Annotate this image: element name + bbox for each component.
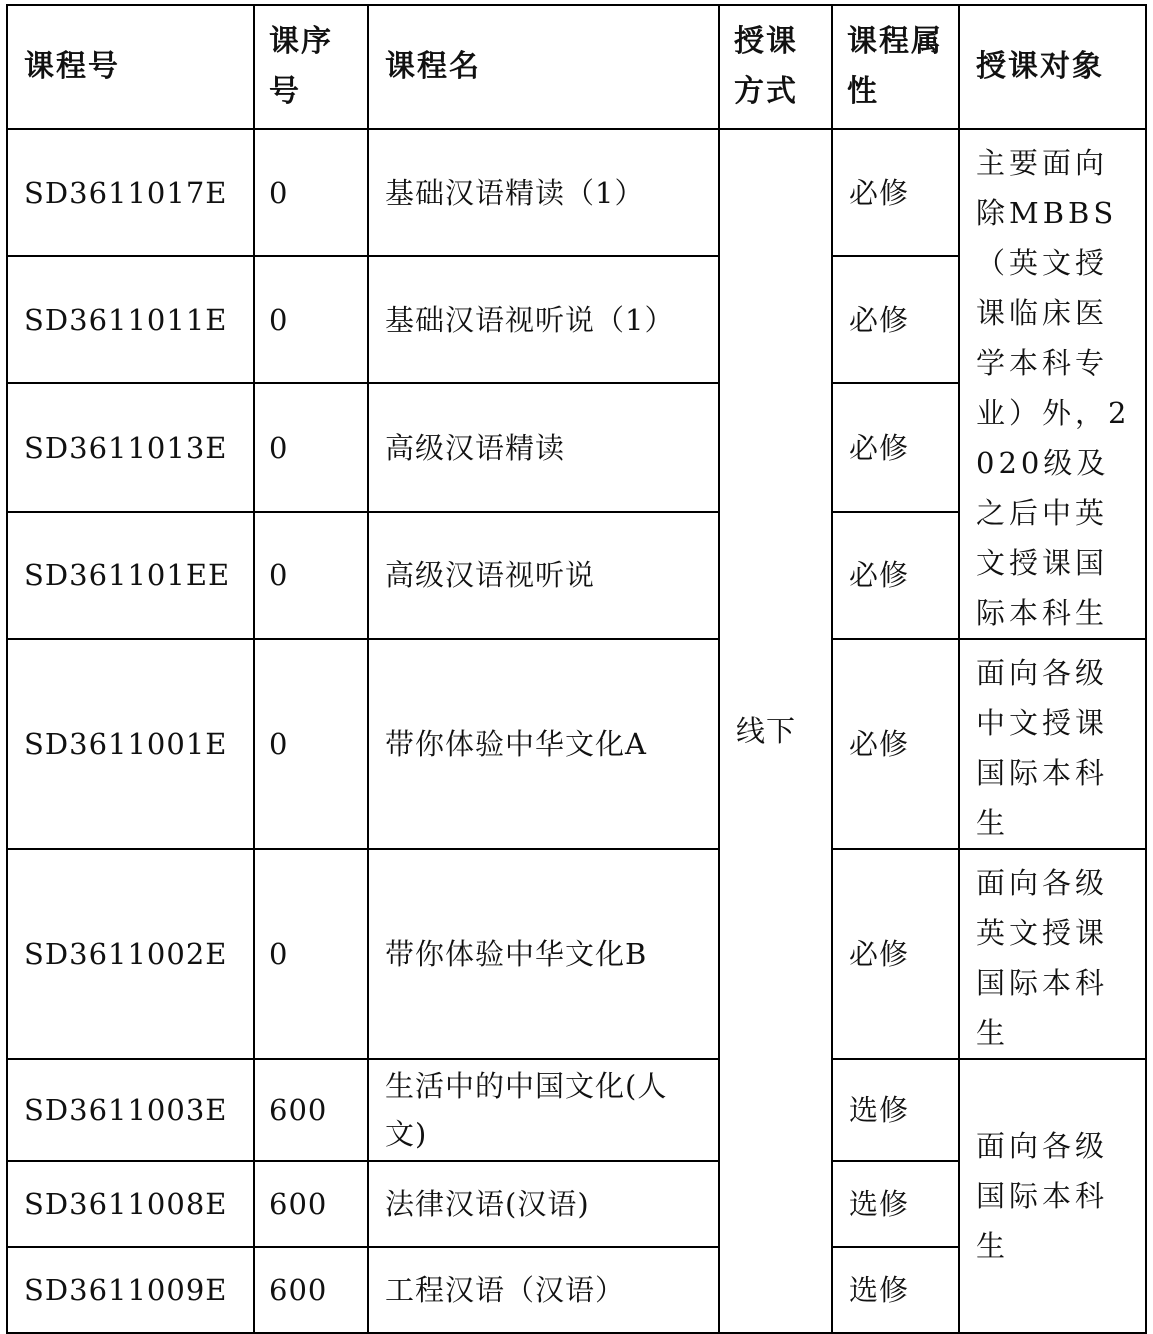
cell-seq-number: 0 xyxy=(254,849,368,1059)
table-row xyxy=(7,849,1146,1059)
header-teaching-mode: 授课方式 xyxy=(719,5,832,129)
cell-course-name: 基础汉语视听说（1） xyxy=(368,256,719,383)
table-row xyxy=(7,639,1146,849)
cell-seq-number: 600 xyxy=(254,1161,368,1247)
course-table-container xyxy=(6,4,1145,1334)
cell-course-attribute: 必修 xyxy=(832,383,959,511)
cell-course-code: SD3611008E xyxy=(7,1161,254,1247)
cell-course-name: 高级汉语视听说 xyxy=(368,512,719,639)
cell-course-code: SD3611002E xyxy=(7,849,254,1059)
cell-audience-group4: 面向各级国际本科生 xyxy=(959,1059,1146,1333)
table-row xyxy=(7,129,1146,256)
cell-course-attribute: 必修 xyxy=(832,639,959,849)
cell-course-name: 生活中的中国文化(人文) xyxy=(368,1059,719,1161)
cell-course-attribute: 必修 xyxy=(832,849,959,1059)
cell-course-attribute: 选修 xyxy=(832,1247,959,1333)
header-audience: 授课对象 xyxy=(959,5,1146,129)
cell-seq-number: 0 xyxy=(254,639,368,849)
cell-course-code: SD361101EE xyxy=(7,512,254,639)
cell-course-code: SD3611001E xyxy=(7,639,254,849)
cell-course-code: SD3611013E xyxy=(7,383,254,511)
cell-course-attribute: 必修 xyxy=(832,129,959,256)
cell-seq-number: 0 xyxy=(254,512,368,639)
header-row xyxy=(7,5,1146,129)
cell-course-name: 法律汉语(汉语) xyxy=(368,1161,719,1247)
cell-seq-number: 0 xyxy=(254,383,368,511)
cell-seq-number: 0 xyxy=(254,129,368,256)
cell-seq-number: 0 xyxy=(254,256,368,383)
cell-course-attribute: 必修 xyxy=(832,256,959,383)
cell-course-attribute: 选修 xyxy=(832,1161,959,1247)
cell-course-name: 带你体验中华文化A xyxy=(368,639,719,849)
cell-course-code: SD3611011E xyxy=(7,256,254,383)
cell-course-name: 高级汉语精读 xyxy=(368,383,719,511)
cell-audience-group2: 面向各级中文授课国际本科生 xyxy=(959,639,1146,849)
cell-audience-group1: 主要面向除MBBS（英文授课临床医学本科专业）外，2020级及之后中英文授课国际本科生 xyxy=(959,129,1146,639)
cell-course-attribute: 必修 xyxy=(832,512,959,639)
table-row xyxy=(7,1059,1146,1161)
header-course-name: 课程名 xyxy=(368,5,719,129)
course-table xyxy=(6,4,1147,1334)
cell-course-code: SD3611017E xyxy=(7,129,254,256)
cell-course-attribute: 选修 xyxy=(832,1059,959,1161)
cell-course-code: SD3611003E xyxy=(7,1059,254,1161)
cell-teaching-mode: 线下 xyxy=(719,129,832,1333)
cell-course-name: 基础汉语精读（1） xyxy=(368,129,719,256)
header-course-attribute: 课程属性 xyxy=(832,5,959,129)
cell-audience-group3: 面向各级英文授课国际本科生 xyxy=(959,849,1146,1059)
header-seq-number: 课序号 xyxy=(254,5,368,129)
cell-course-name: 带你体验中华文化B xyxy=(368,849,719,1059)
cell-seq-number: 600 xyxy=(254,1247,368,1333)
cell-course-name: 工程汉语（汉语） xyxy=(368,1247,719,1333)
cell-course-code: SD3611009E xyxy=(7,1247,254,1333)
cell-seq-number: 600 xyxy=(254,1059,368,1161)
header-course-code: 课程号 xyxy=(7,5,254,129)
